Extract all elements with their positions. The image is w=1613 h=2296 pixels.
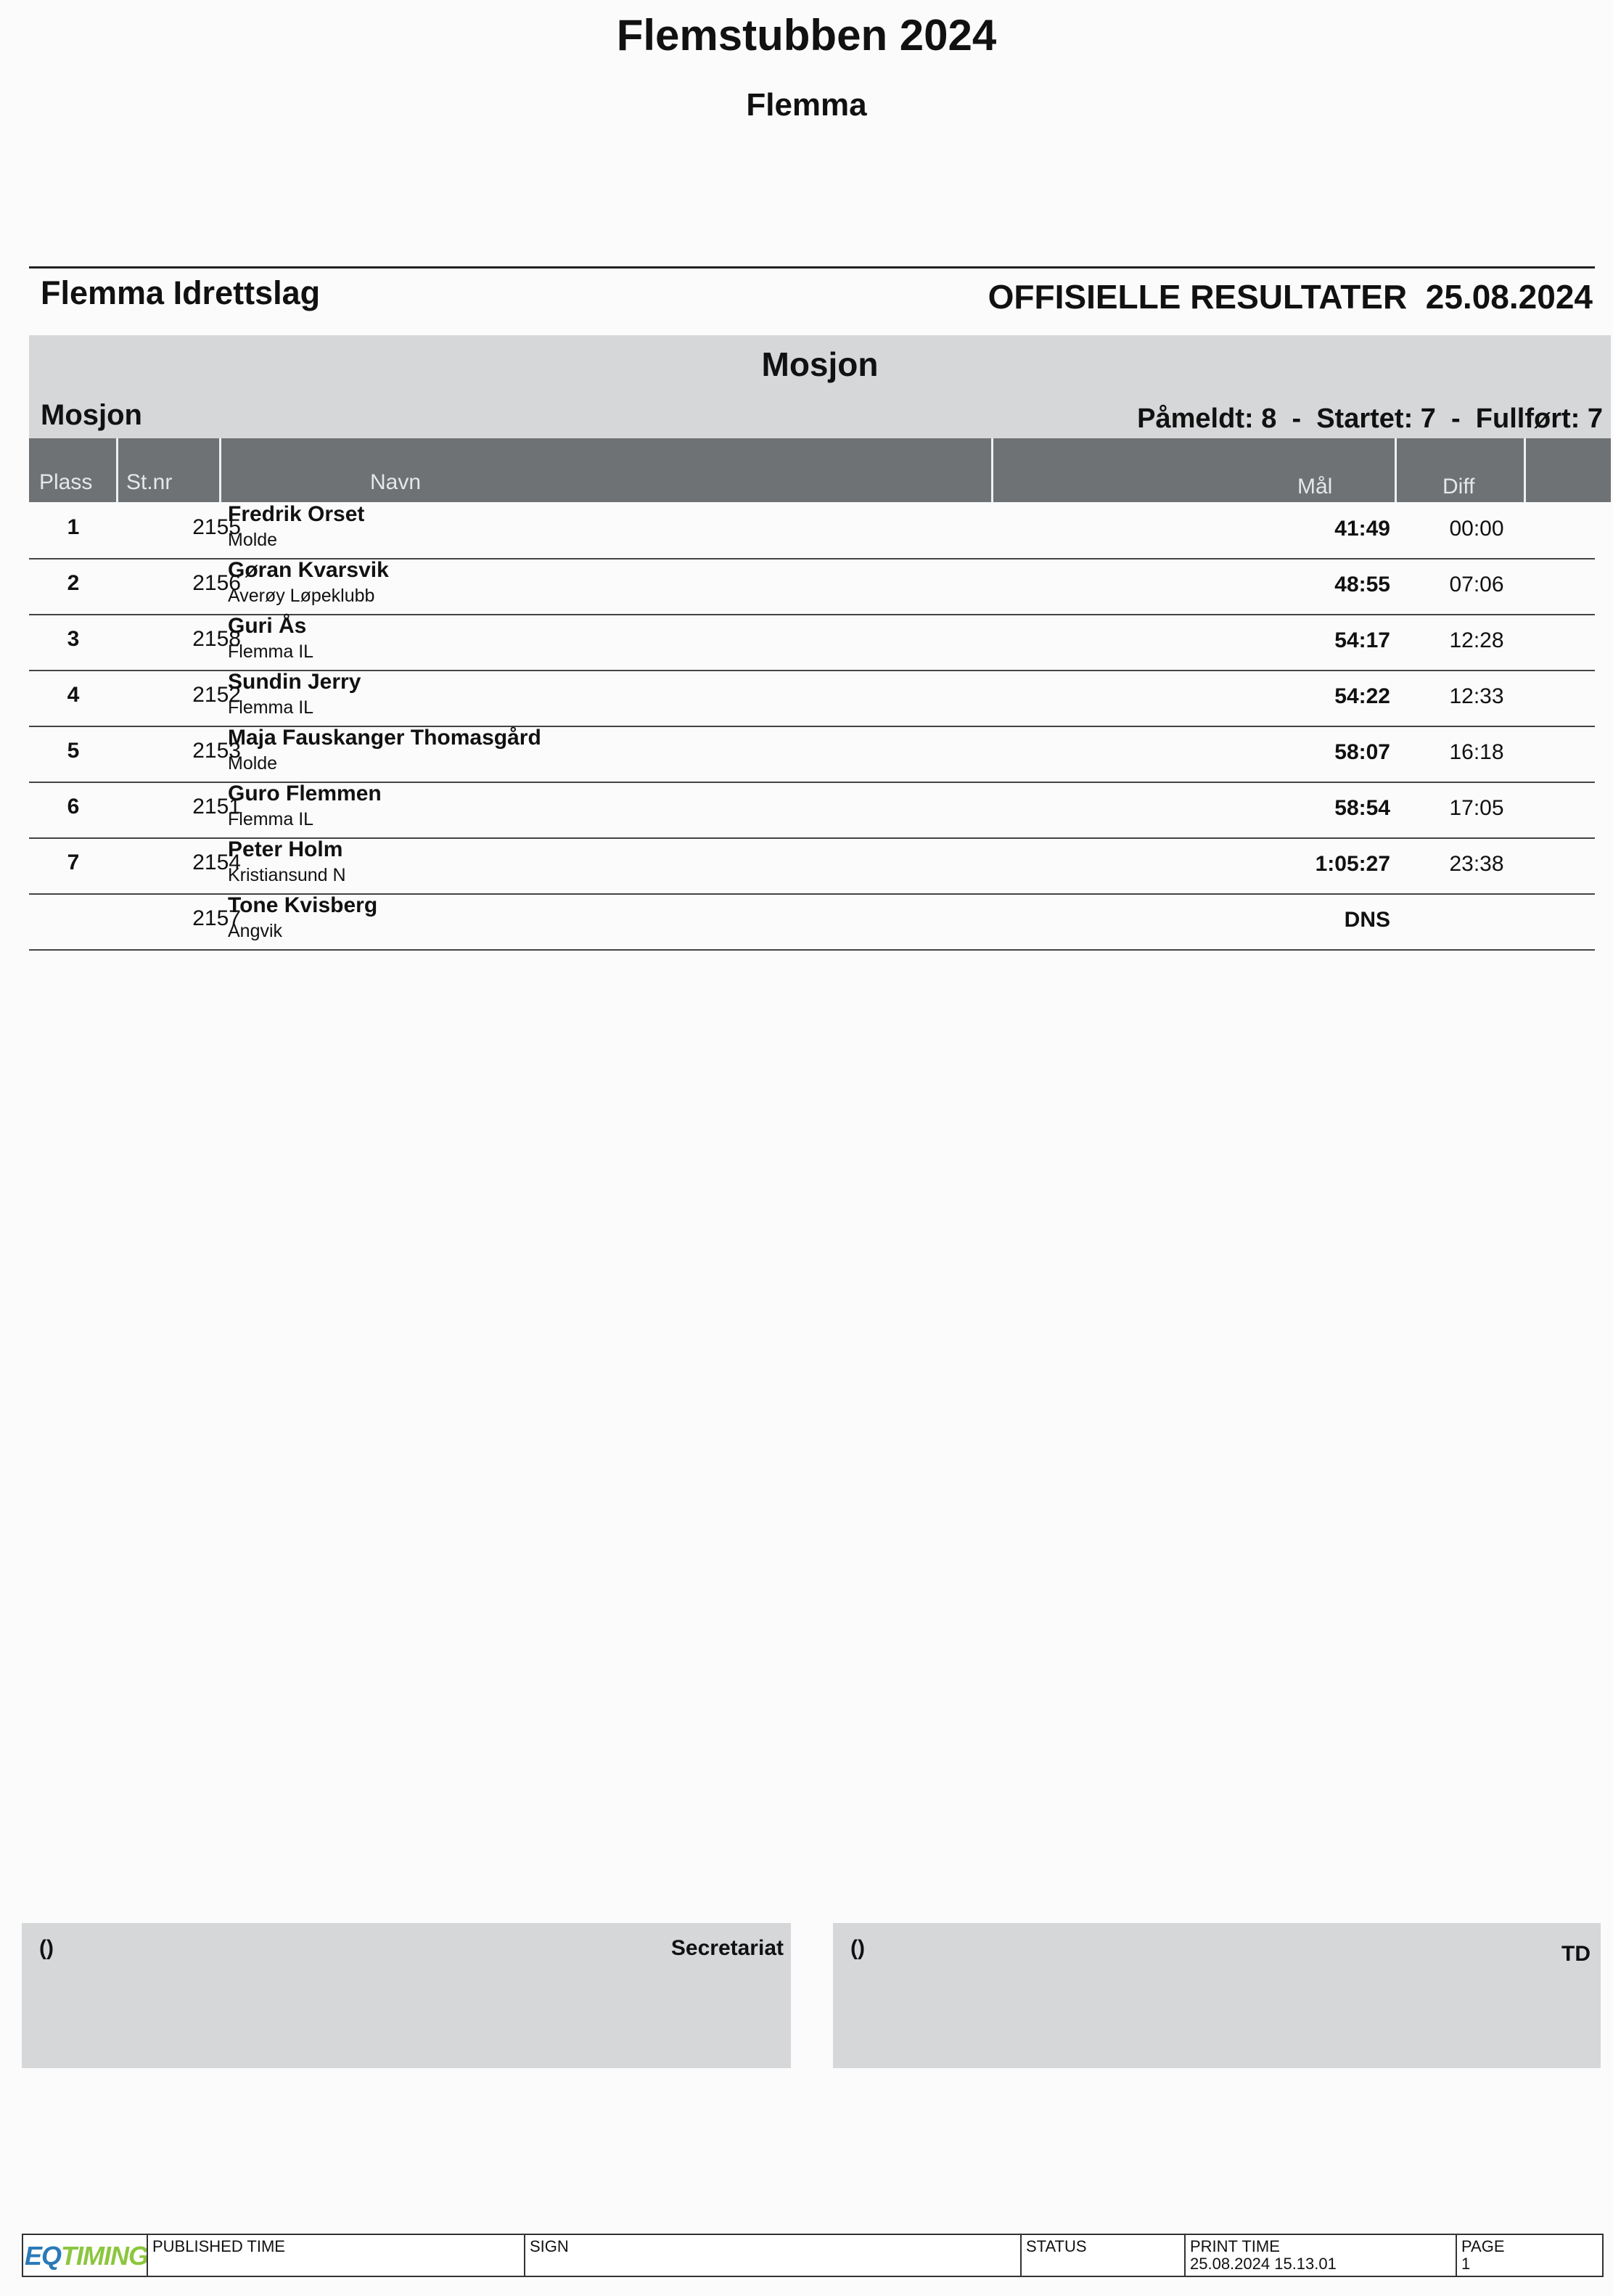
secretariat-placeholder: (): [39, 1936, 54, 1960]
athlete-club: Kristiansund N: [228, 865, 346, 885]
event-location: Flemma: [746, 87, 867, 123]
athlete-name: Maja Fauskanger Thomasgård: [228, 726, 541, 750]
column-name: Navn: [370, 470, 422, 494]
table-row: [29, 837, 1595, 895]
athlete-club: Molde: [228, 530, 278, 550]
bib-number: 2158: [192, 627, 241, 651]
athlete-name: Guri Ås: [228, 614, 307, 638]
finish-time: 1:05:27: [1315, 852, 1390, 876]
time-diff: 00:00: [1449, 517, 1504, 541]
time-diff: 16:18: [1449, 740, 1504, 764]
results-date: 25.08.2024: [1425, 278, 1593, 316]
logo-prefix: EQ: [25, 2241, 62, 2271]
sign-label: SIGN: [530, 2237, 569, 2255]
finish-time: 58:54: [1334, 796, 1390, 820]
finish-time: 41:49: [1334, 517, 1390, 541]
bib-number: 2153: [192, 739, 241, 763]
eqtiming-logo: [25, 2241, 148, 2271]
athlete-club: Flemma IL: [228, 809, 314, 829]
athlete-name: Tone Kvisberg: [228, 893, 378, 917]
official-label: OFFISIELLE RESULTATER: [988, 278, 1408, 316]
event-title: Flemstubben 2024: [616, 11, 997, 60]
logo-suffix: TIMING: [61, 2241, 148, 2271]
time-diff: 23:38: [1449, 852, 1504, 876]
secretariat-label: Secretariat: [670, 1936, 784, 1960]
print-time-cell: [1184, 2235, 1456, 2276]
bib-number: 2154: [192, 850, 241, 874]
finish-time: DNS: [1344, 908, 1390, 932]
td-signature-box: [833, 1923, 1601, 2068]
athlete-name: Fredrik Orset: [228, 502, 365, 526]
place: 1: [67, 515, 80, 539]
official-results-heading: [988, 277, 1593, 316]
sign-cell: [524, 2235, 1020, 2276]
page-cell: [1456, 2235, 1602, 2276]
results-column-header: [29, 438, 1611, 502]
table-row: [29, 670, 1595, 727]
time-diff: 17:05: [1449, 796, 1504, 820]
finish-time: 54:17: [1334, 628, 1390, 652]
place: 7: [67, 850, 80, 874]
secretariat-signature-box: [22, 1923, 791, 2068]
athlete-name: Peter Holm: [228, 837, 343, 861]
table-row: [29, 893, 1595, 951]
footer-bar: [22, 2234, 1604, 2277]
column-place: Plass: [39, 470, 93, 494]
column-diff: Diff: [1442, 475, 1475, 499]
published-time-label: PUBLISHED TIME: [152, 2237, 285, 2255]
print-time-label: PRINT TIME: [1190, 2237, 1280, 2255]
published-time-cell: [147, 2235, 524, 2276]
place: 3: [67, 627, 80, 651]
athlete-name: Guro Flemmen: [228, 782, 382, 805]
bib-number: 2157: [192, 906, 241, 930]
place: 2: [67, 571, 80, 595]
page-number: 1: [1461, 2255, 1471, 2274]
athlete-club: Flemma IL: [228, 641, 314, 662]
class-subtitle: Mosjon: [41, 399, 142, 431]
status-label: STATUS: [1026, 2237, 1087, 2255]
class-stats: Påmeldt: 8 - Startet: 7 - Fullført: 7: [1137, 403, 1603, 434]
table-row: [29, 502, 1595, 559]
place: 5: [67, 739, 80, 763]
place: 6: [67, 795, 80, 819]
finish-time: 54:22: [1334, 684, 1390, 708]
time-diff: 07:06: [1449, 573, 1504, 596]
table-row: [29, 614, 1595, 671]
table-row: [29, 726, 1595, 783]
bib-number: 2156: [192, 571, 241, 595]
td-label: TD: [1561, 1942, 1591, 1966]
column-divider: [1395, 438, 1397, 502]
finish-time: 48:55: [1334, 573, 1390, 596]
table-row: [29, 782, 1595, 839]
header-divider: [29, 266, 1595, 268]
athlete-club: Molde: [228, 753, 278, 774]
column-divider: [116, 438, 118, 502]
place: 4: [67, 683, 80, 707]
bib-number: 2152: [192, 683, 241, 707]
time-diff: 12:28: [1449, 628, 1504, 652]
column-bib: St.nr: [126, 470, 173, 494]
bib-number: 2155: [192, 515, 241, 539]
time-diff: 12:33: [1449, 684, 1504, 708]
organizer-name: Flemma Idrettslag: [41, 274, 321, 311]
column-divider: [991, 438, 993, 502]
athlete-club: Flemma IL: [228, 697, 314, 718]
column-divider: [219, 438, 221, 502]
class-title: Mosjon: [761, 345, 879, 383]
athlete-name: Gøran Kvarsvik: [228, 558, 389, 582]
page-label: PAGE: [1461, 2237, 1505, 2255]
athlete-club: Angvik: [228, 921, 283, 941]
td-placeholder: (): [850, 1936, 865, 1960]
finish-time: 58:07: [1334, 740, 1390, 764]
bib-number: 2151: [192, 795, 241, 819]
athlete-name: Sundin Jerry: [228, 670, 361, 694]
column-divider: [1524, 438, 1526, 502]
column-finish: Mål: [1297, 475, 1333, 499]
table-row: [29, 558, 1595, 615]
print-time-value: 25.08.2024 15.13.01: [1190, 2255, 1337, 2274]
athlete-club: Averøy Løpeklubb: [228, 586, 375, 606]
status-cell: [1020, 2235, 1184, 2276]
